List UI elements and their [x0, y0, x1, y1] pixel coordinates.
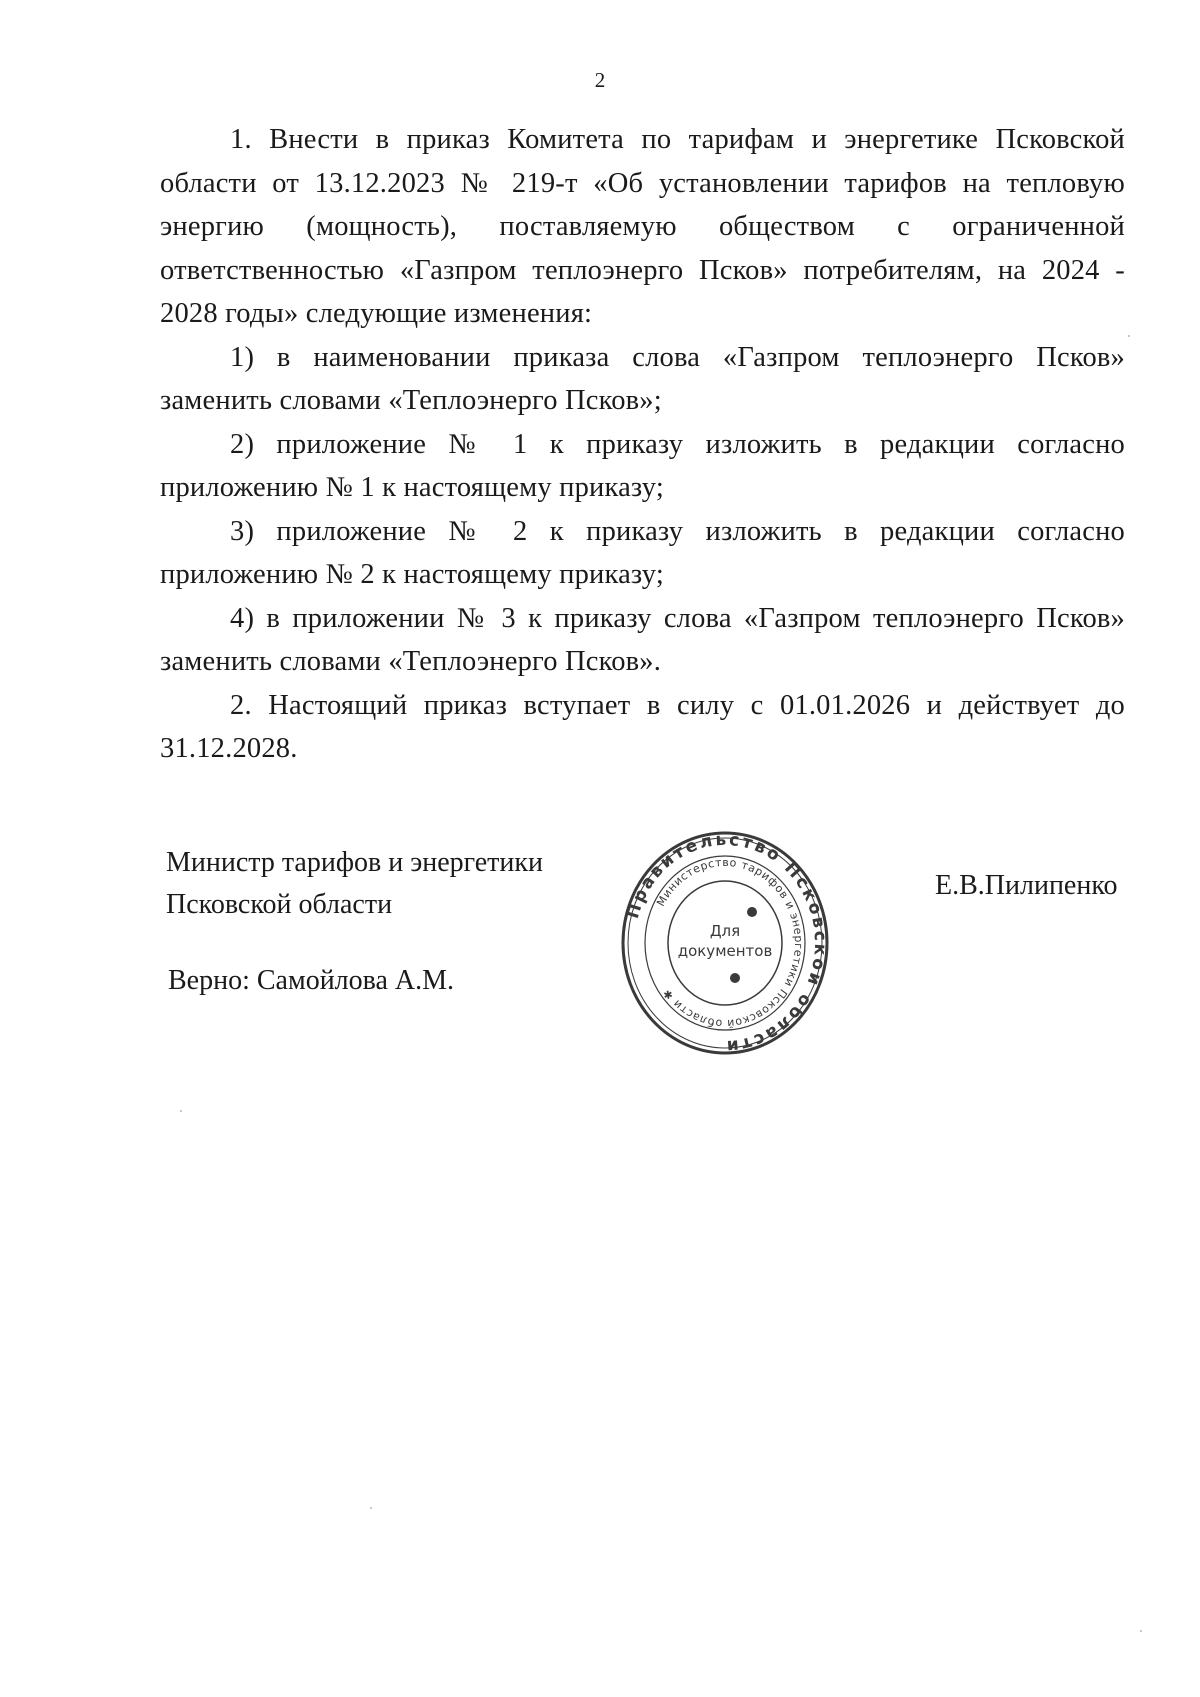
document-body — [160, 118, 1125, 771]
page-number: 2 — [594, 68, 606, 92]
paragraph-2: 2. Настоящий приказ вступает в силу с 01.01.2026 и действует до 31.12.2028. — [160, 689, 1125, 764]
verified-by: Верно: Самойлова А.М. — [168, 965, 455, 996]
paragraph-1-item-4: 4) в приложении № 3 к приказу слова «Газпром теплоэнерго Псков» заменить словами «Теплоэнерго Псков». — [160, 602, 1125, 677]
scan-speck — [1140, 1630, 1142, 1632]
svg-text:Правительство Псковской област: Правительство Псковской области — [622, 829, 830, 1057]
seal-center-line-1: Для — [709, 922, 741, 940]
position-line-1: Министр тарифов и энергетики — [166, 847, 543, 878]
paragraph-1-item-3: 3) приложение № 2 к приказу изложить в редакции согласно приложению № 2 к настоящему приказу; — [160, 515, 1125, 590]
position-line-2: Псковской области — [166, 889, 393, 920]
scan-speck — [370, 1507, 372, 1509]
seal-icon — [620, 828, 830, 1058]
official-seal — [620, 828, 830, 1058]
paragraph-1: 1. Внести в приказ Комитета по тарифам и энергетике Псковской области от 13.12.2023 № 219-т «Об установлении тарифов на тепловую энергию (мощность), поставляемую обществом с ограниченной ответственностью «Газпром теплоэнерго Псков» потребителям, на 2024 - 2028 годы» следующие изменения: — [160, 124, 1125, 329]
paragraph-1-item-1: 1) в наименовании приказа слова «Газпром теплоэнерго Псков» заменить словами «Теплоэнерго Псков»; — [160, 341, 1125, 416]
seal-center-line-2: документов — [677, 942, 773, 960]
signature-position — [166, 842, 543, 926]
paragraph-1-item-2: 2) приложение № 1 к приказу изложить в редакции согласно приложению № 1 к настоящему приказу; — [160, 428, 1125, 503]
signer-name: Е.В.Пилипенко — [935, 870, 1118, 901]
scan-speck — [180, 1110, 182, 1112]
scan-speck — [1128, 335, 1130, 337]
svg-text:Министерство тарифов и энергет: Министерство тарифов и энергетики Псковской области ✱ — [654, 855, 806, 1031]
